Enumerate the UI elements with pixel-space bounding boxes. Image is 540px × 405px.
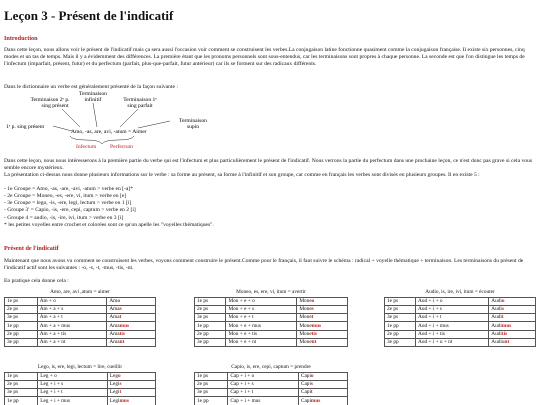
- present-explanation: Maintenant que nous avons vu comment se construisent les verbes, voyons comment construire le présent.Comme pour le français, il faut suivre le schéma : radical + voyelle thématique + terminaison. Les terminaisons du présent de l'indicatif actif sont les suivantes : -o, -s, -t, -mus, -tis, -nt.: [4, 258, 524, 272]
- table-row: 3e pp Mon + e + nt Monent: [195, 338, 348, 346]
- infectum-paragraph: Dans cette leçon, nous nous intéresserons à la première partie du verbe qui est l'infectum et plus particulièrement le présent de l'indicatif. Nous verrons la partie du perfectum dans une prochaine leçon, ce n'est donc pas grave si cela vous semble encore mystérieux.: [4, 158, 533, 172]
- table-row: 3e ps Mon + e + t Monet: [195, 314, 348, 322]
- table-row: 1e pp Mon + e + mus Monemus: [195, 322, 348, 330]
- conjugation-table-capio: [194, 364, 348, 405]
- table-row: 2e pp Aud + i + tis Auditis: [385, 330, 536, 338]
- dictionary-entry: Amo, -as, are, avi, -atum = Aimer: [71, 129, 147, 135]
- table-caption: Amo, are, avi ,atum = aimer: [50, 289, 110, 295]
- thematic-vowel-note: * les petites voyelles entre crochet et colorées sont ce qu'on apelle les "voyelles thématiques".: [4, 221, 214, 228]
- verb-entry-diagram: [0, 90, 220, 152]
- conjugation-table-amo: [4, 289, 156, 347]
- in-practice: En pratique cela donne cela :: [4, 278, 69, 284]
- table-caption: Moneo, es, ere, vi, itum = avertir: [236, 289, 306, 295]
- dictionary-intro: Dans le dictionnaire un verbe est généralement présenté de la façon suivante :: [4, 84, 178, 90]
- group-item: - Groupe 4 = audio, -is, -ire, ivi, itum > verbe en 3 [i]: [4, 214, 124, 221]
- table-caption: Audio, is, ire, ivi, itum = écouter: [425, 289, 495, 295]
- table-row: 3e pp Aud + i + u + nt Audiunt: [385, 338, 536, 346]
- label-sing-parfait: sing parfait: [127, 103, 153, 109]
- groups-intro: La présentation ci-dessus nous donne plusieurs informations sur le verbe : sa forme au présent, sa forme à l'infinitif et son groupe, car comme en français les verbes sont divisés en plusieurs groupes. Il en existe 5 :: [4, 172, 480, 178]
- intro-paragraph: Dans cette leçon, nous allons voir le présent de l'indicatif mais ça sera aussi l'occasion voir comment se construisent les verbes.La conjugaison latine fonctionne quasiment comme la conjugaison française. Il existe six personnes, cinq modes et un tas de temps. Mais il y a évidemment des différences. La première étant que les pronoms personnels sont sous-entendus, car les terminaisons sont propres à chaque personne. La seconde est que l'on distingue les temps de l'infectum (imparfait, présent, futur) et du perfectum (parfait, plus-que-parfait, futur antérieur) car ils se forment sur des radicaux différents.: [4, 47, 525, 68]
- intro-heading: Introduction: [4, 35, 38, 42]
- table-row: 2e pp Am + a + tis Amatis: [5, 330, 156, 338]
- table-row: 2e ps Leg + i + s Legis: [5, 380, 156, 388]
- table-row: 1e pp Aud + i + mus Audimus: [385, 322, 536, 330]
- label-term-1e: Terminaison 1ᵉ: [123, 97, 157, 103]
- label-supin: supin: [186, 124, 200, 130]
- table-row: 2e ps Cap + i + s Capis: [195, 380, 348, 388]
- conjugation-table-moneo: [194, 289, 348, 347]
- table-row: 1e pp Cap + i + mus Capimus: [195, 397, 348, 405]
- label-sing-present: sing présent: [41, 103, 69, 109]
- label-term-supin: Terminaison: [179, 118, 207, 124]
- table-row: 3e ps Aud + i + t Audit: [385, 314, 536, 322]
- table-row: 2e ps Mon + e + s Mones: [195, 305, 348, 313]
- conjugation-table-lego: [4, 364, 156, 405]
- table-caption: Lego, is, ere, legi, lectum = lire, cueillir: [37, 364, 123, 370]
- label-infinitif: infinitif: [84, 97, 102, 103]
- table-row: 3e ps Cap + i + t Capit: [195, 389, 348, 397]
- table-row: 1e ps Mon + e + o Moneo: [195, 297, 348, 305]
- label-terminaison-infinitif: Terminaison: [79, 91, 107, 97]
- page-title: Leçon 3 - Présent de l'indicatif: [4, 8, 174, 23]
- table-row: 3e ps Leg + i + t Legit: [5, 389, 156, 397]
- table-row: 1e ps Cap + i + o Capio: [195, 372, 348, 380]
- table-row: 1e pp Leg + i + mus Legimus: [5, 397, 156, 405]
- conjugation-table-audio: [384, 289, 536, 347]
- table-caption: Capio, is, ere, cepi, captum = prendre: [231, 364, 311, 370]
- table-row: 2e ps Aud + i + s Audis: [385, 305, 536, 313]
- label-term-2p: Terminaison 2ᵉ p.: [30, 97, 70, 103]
- group-item: - 1e Groupe = Amo, -as, -are, -avi, -atum > verbe en [-a]*: [4, 186, 134, 192]
- label-1p-present: 1ᵉ p. sing présent: [6, 124, 45, 130]
- table-row: 3e pp Am + a + nt Amant: [5, 338, 156, 346]
- label-infectum: Infectum: [76, 144, 97, 150]
- present-heading: Présent de l'indicatif: [4, 245, 59, 252]
- groups-list: [4, 186, 534, 229]
- table-row: 1e ps Am + o Amo: [5, 297, 156, 305]
- group-item: - 2e Groupe = Moneo, -es, -ere, vi, itum > verbe en [e]: [4, 193, 127, 200]
- table-row: 2e ps Am + a + s Amas: [5, 305, 156, 313]
- table-row: 1e ps Leg + o Lego: [5, 372, 156, 380]
- table-row: 1e ps Aud + i + o Audio: [385, 297, 536, 305]
- group-item: - 3e Groupe = lego, -is, -ere, legi, lectum > verbe en 1 [i]: [4, 200, 132, 207]
- label-perfectum: Perfectum: [110, 144, 133, 150]
- group-item: - Groupe 3' = Capio, -is, -ere, cepi, captum > verbe en 2 [i]: [4, 207, 136, 214]
- table-row: 2e pp Mon + e + tis Monetis: [195, 330, 348, 338]
- table-row: 1e pp Am + a + mus Amamus: [5, 322, 156, 330]
- table-row: 3e ps Am + a + t Amat: [5, 314, 156, 322]
